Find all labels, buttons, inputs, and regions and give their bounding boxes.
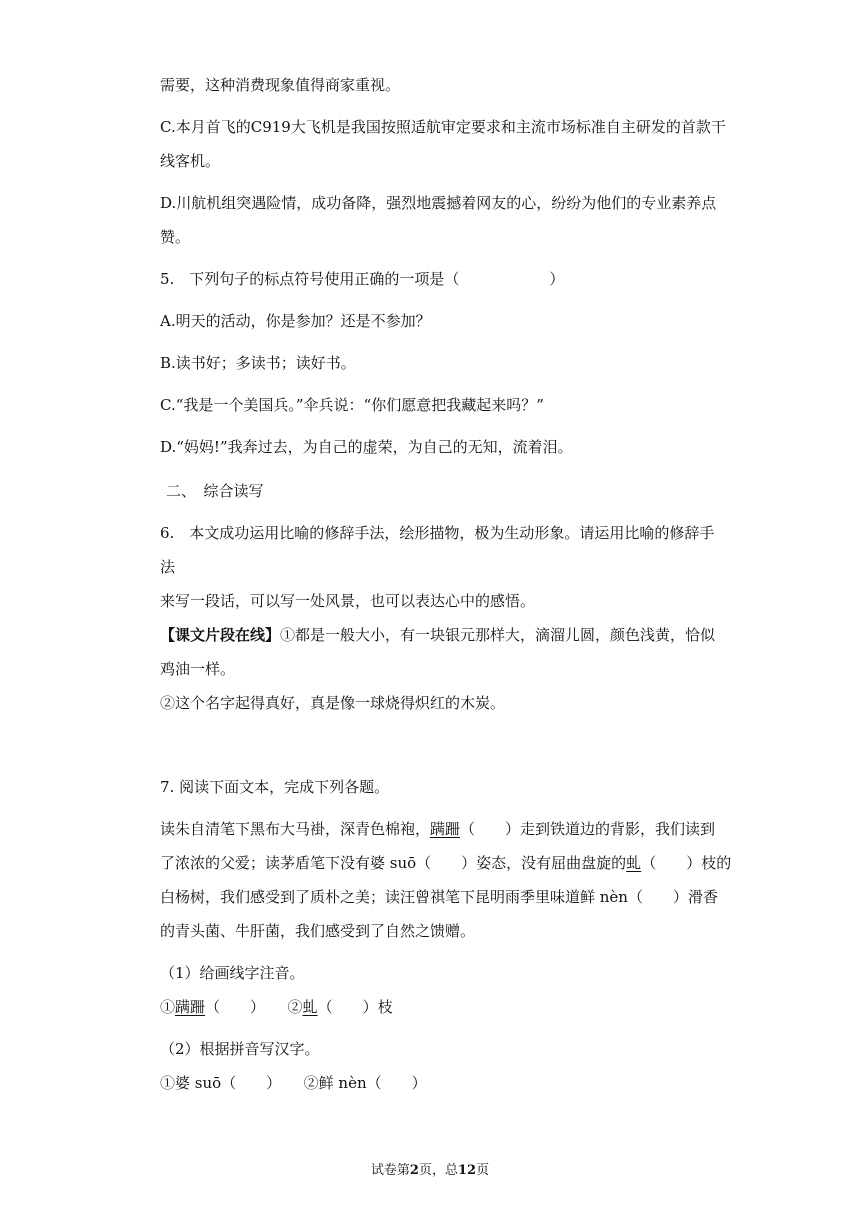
question-5-option-d: D.“妈妈!”我奔过去，为自己的虚荣，为自己的无知，流着泪。: [160, 438, 573, 456]
passage-line-1: [160, 819, 715, 839]
subquestion-2: （2）根据拼音写汉字。: [160, 1040, 320, 1058]
item-blank: （ ）枝: [317, 998, 393, 1016]
question-5-option-a: A.明天的活动，你是参加？还是不参加？: [160, 312, 431, 330]
footer-page-number: 2: [409, 1163, 419, 1178]
section-heading: 二、 综合读写: [166, 482, 264, 500]
question-5-option-c: C.“我是一个美国兵。”伞兵说：“你们愿意把我藏起来吗？”: [160, 396, 544, 414]
subquestion-1: （1）给画线字注音。: [160, 964, 305, 982]
line-1: 需要，这种消费现象值得商家重视。: [160, 76, 401, 94]
footer-prefix: 试卷第: [370, 1163, 410, 1178]
subquestion-2-items: ①婆 suō（ ） ②鲜 nèn（ ）: [160, 1074, 427, 1092]
question-6-excerpt-line-3: ②这个名字起得真好，真是像一球烧得炽红的木炭。: [160, 694, 506, 712]
passage-line-4: 的青头菌、牛肝菌，我们感受到了自然之馈赠。: [160, 922, 476, 940]
subquestion-1-items: [160, 997, 393, 1017]
excerpt-tag: 【课文片段在线】: [160, 626, 281, 644]
option-c-line-1: C.本月首飞的C919大飞机是我国按照适航审定要求和主流市场标准自主研发的首款干: [160, 118, 726, 136]
underlined-word: 虬: [302, 998, 318, 1016]
underlined-word: 虬: [626, 854, 642, 872]
footer-suffix: 页: [476, 1163, 490, 1178]
question-5-option-b: B.读书好；多读书；读好书。: [160, 354, 356, 372]
option-d-line-2: 赞。: [160, 228, 191, 246]
question-6-excerpt-line-1: [160, 625, 715, 645]
passage-text: 读朱自清笔下黑布大马褂，深青色棉袍，: [160, 820, 431, 838]
option-d-line-1: D.川航机组突遇险情，成功备降，强烈地震撼着网友的心，纷纷为他们的专业素养点: [160, 194, 717, 212]
question-7: 7. 阅读下面文本，完成下列各题。: [160, 778, 390, 796]
item-blank: （ ） ②: [205, 998, 303, 1016]
question-6-line-2: 法: [160, 558, 176, 576]
underlined-word: 蹒跚: [430, 820, 461, 838]
passage-text: （ ）走到铁道边的背影，我们读到: [460, 820, 716, 838]
footer-middle: 页，总: [418, 1163, 458, 1178]
option-c-line-2: 线客机。: [160, 152, 221, 170]
item-marker: ①: [160, 998, 176, 1016]
passage-text: 了浓浓的父爱；读茅盾笔下没有婆 suō（ ）姿态，没有屈曲盘旋的: [160, 854, 627, 872]
question-6-excerpt-line-2: 鸡油一样。: [160, 660, 236, 678]
question-6-line-1: 6. 本文成功运用比喻的修辞手法，绘形描物，极为生动形象。请运用比喻的修辞手: [160, 524, 715, 542]
passage-line-2: [160, 853, 731, 873]
question-6-line-3: 来写一段话，可以写一处风景，也可以表达心中的感悟。: [160, 592, 536, 610]
excerpt-text: ①都是一般大小，有一块银元那样大，滴溜儿圆，颜色浅黄，恰似: [280, 626, 716, 644]
question-5: 5. 下列句子的标点符号使用正确的一项是（ ）: [160, 270, 565, 288]
passage-line-3: 白杨树，我们感受到了质朴之美；读汪曾祺笔下昆明雨季里味道鲜 nèn（ ）滑香: [160, 888, 718, 906]
page-footer: [0, 1162, 860, 1180]
passage-text: （ ）枝的: [641, 854, 732, 872]
underlined-word: 蹒跚: [175, 998, 206, 1016]
footer-total-pages: 12: [457, 1163, 477, 1178]
